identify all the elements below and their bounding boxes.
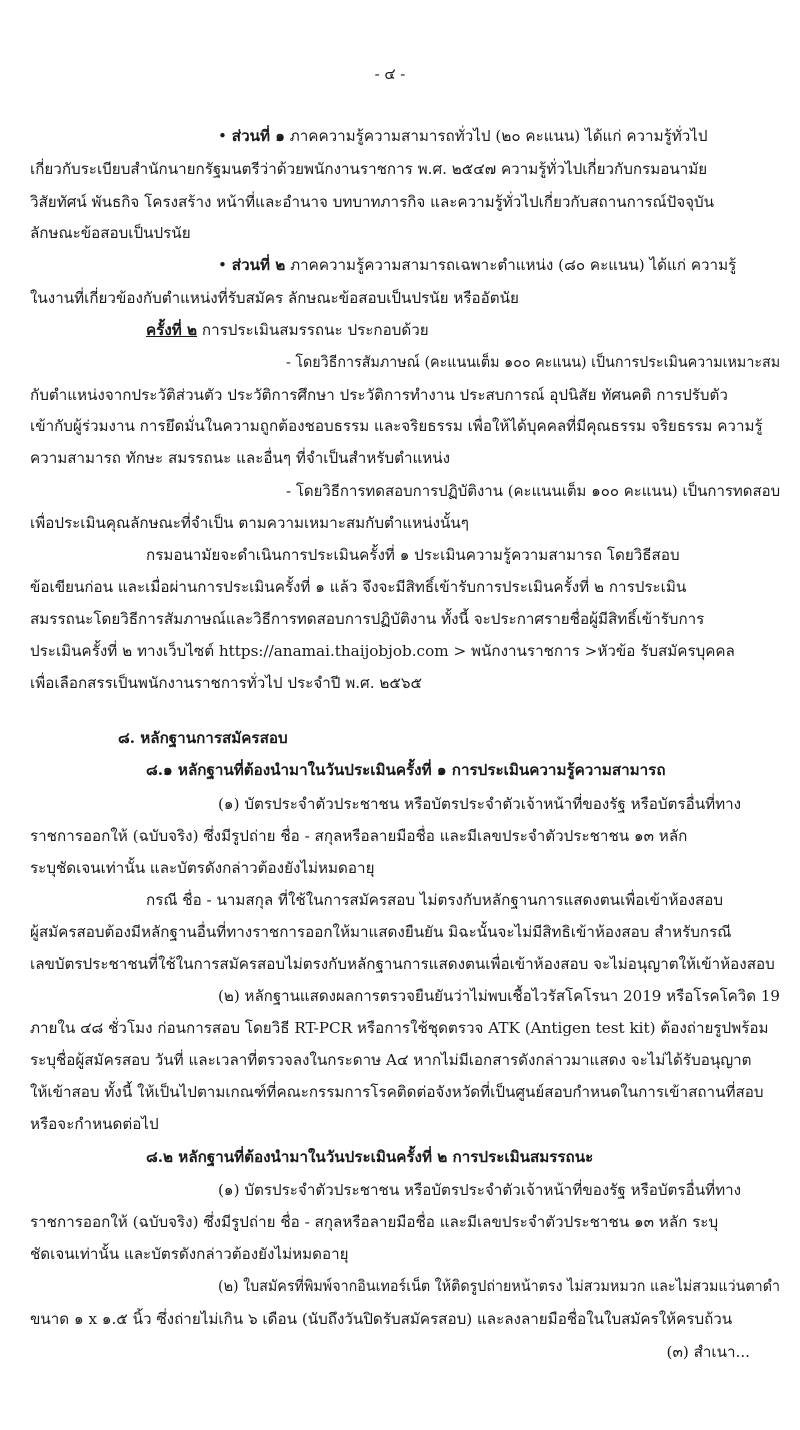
part2-line2: ในงานที่เกี่ยวข้องกับตำแหน่งที่รับสมัคร ลักษณะข้อสอบเป็นปรนัย หรืออัตนัย (30, 289, 519, 307)
round2-label: ครั้งที่ ๒ (146, 321, 198, 339)
s81-case-line3: เลขบัตรประชาชนที่ใช้ในการสมัครสอบไม่ตรงกับหลักฐานการแสดงตนเพื่อเข้าห้องสอบ จะไม่อนุญาตให้เข้าห้องสอบ (30, 955, 775, 973)
s82-item2-line1: (๒) ใบสมัครที่พิมพ์จากอินเทอร์เน็ต ให้ติดรูปถ่ายหน้าตรง ไม่สวมหมวก และไม่สวมแว่นตาดำ (218, 1277, 781, 1295)
interview-line1: - โดยวิธีการสัมภาษณ์ (คะแนนเต็ม ๑๐๐ คะแนน) เป็นการประเมินความเหมาะสม (286, 353, 781, 371)
part1-text: ภาคความรู้ความสามารถทั่วไป (๒๐ คะแนน) ได้แก่ ความรู้ทั่วไป (289, 127, 708, 145)
s81-item1-line1: (๑) บัตรประจำตัวประชาชน หรือบัตรประจำตัวเจ้าหน้าที่ของรัฐ หรือบัตรอื่นที่ทาง (218, 795, 742, 813)
s82-item1-line3: ชัดเจนเท่านั้น และบัตรดังกล่าวต้องยังไม่หมดอายุ (30, 1245, 349, 1263)
part1-line3: วิสัยทัศน์ พันธกิจ โครงสร้าง หน้าที่และอำนาจ บทบาทภารกิจ และความรู้ทั่วไปเกี่ยวกับสถานการณ์ปัจจุบัน (30, 193, 715, 211)
page-number: - ๔ - (374, 65, 406, 83)
s81-case-line2: ผู้สมัครสอบต้องมีหลักฐานอื่นที่ทางราชการออกให้มาแสดงยืนยัน มิฉะนั้นจะไม่มีสิทธิเข้าห้องสอบ สำหรับกรณี (30, 923, 732, 941)
part2-first-line: • ส่วนที่ ๒ ภาคความรู้ความสามารถเฉพาะตำแหน่ง (๘๐ คะแนน) ได้แก่ ความรู้ (218, 256, 737, 274)
s81-item2-line1: (๒) หลักฐานแสดงผลการตรวจยืนยันว่าไม่พบเชื้อไวรัสโคโรนา 2019 หรือโรคโควิด 19 (218, 987, 781, 1005)
interview-line4: ความสามารถ ทักษะ สมรรถนะ และอื่นๆ ที่จำเป็นสำหรับตำแหน่ง (30, 449, 451, 467)
section8-heading: ๘. หลักฐานการสมัครสอบ (118, 729, 288, 747)
part1-first-line: • ส่วนที่ ๑ ภาคความรู้ความสามารถทั่วไป (๒๐ คะแนน) ได้แก่ ความรู้ทั่วไป (218, 127, 708, 145)
s81-item2-line4: ให้เข้าสอบ ทั้งนี้ ให้เป็นไปตามเกณฑ์ที่คณะกรรมการโรคติดต่อจังหวัดที่เป็นศูนย์สอบกำหนดในการเข้าสถานที่สอบ (30, 1083, 764, 1101)
s81-item1-line3: ระบุชัดเจนเท่านั้น และบัตรดังกล่าวต้องยังไม่หมดอายุ (30, 859, 375, 877)
s81-item2-line5: หรือจะกำหนดต่อไป (30, 1115, 159, 1133)
interview-line3: เข้ากับผู้ร่วมงาน การยึดมั่นในความถูกต้องชอบธรรม และจริยธรรม เพื่อให้ได้บุคคลที่มีคุณธรรม จริยธรรม ความรู้ (30, 417, 763, 435)
practical-line1: - โดยวิธีการทดสอบการปฏิบัติงาน (คะแนนเต็ม ๑๐๐ คะแนน) เป็นการทดสอบ (286, 482, 781, 500)
part1-line4: ลักษณะข้อสอบเป็นปรนัย (30, 224, 191, 242)
announce-line4: ประเมินครั้งที่ ๒ ทางเว็บไซต์ https://anamai.thaijobjob.com > พนักงานราชการ >หัวข้อ รับสมัครบุคคล (30, 642, 735, 660)
section82-heading: ๘.๒ หลักฐานที่ต้องนำมาในวันประเมินครั้งที่ ๒ การประเมินสมรรถนะ (146, 1148, 594, 1166)
part2-text: ภาคความรู้ความสามารถเฉพาะตำแหน่ง (๘๐ คะแนน) ได้แก่ ความรู้ (290, 256, 737, 274)
part1-line2: เกี่ยวกับระเบียบสำนักนายกรัฐมนตรีว่าด้วยพนักงานราชการ พ.ศ. ๒๕๔๗ ความรู้ทั่วไปเกี่ยวกับกรมอนามัย (30, 160, 708, 178)
s81-item1-line2: ราชการออกให้ (ฉบับจริง) ซึ่งมีรูปถ่าย ชื่อ - สกุลหรือลายมือชื่อ และมีเลขประจำตัวประชาชน ๑๓ หลัก (30, 827, 688, 845)
s81-case-line1: กรณี ชื่อ - นามสกุล ที่ใช้ในการสมัครสอบ ไม่ตรงกับหลักฐานการแสดงตนเพื่อเข้าห้องสอบ (146, 891, 724, 909)
announce-line2: ข้อเขียนก่อน และเมื่อผ่านการประเมินครั้งที่ ๑ แล้ว จึงจะมีสิทธิ์เข้ารับการประเมินครั้งที่ ๒ การประเมิน (30, 578, 687, 596)
s82-item1-line1: (๑) บัตรประจำตัวประชาชน หรือบัตรประจำตัวเจ้าหน้าที่ของรัฐ หรือบัตรอื่นที่ทาง (218, 1181, 742, 1199)
announce-line5: เพื่อเลือกสรรเป็นพนักงานราชการทั่วไป ประจำปี พ.ศ. ๒๕๖๕ (30, 674, 422, 692)
interview-line2: กับตำแหน่งจากประวัติส่วนตัว ประวัติการศึกษา ประวัติการทำงาน ประสบการณ์ อุปนิสัย ทัศนคติ การปรับตัว (30, 386, 728, 404)
continuation-note: (๓) สำเนา... (666, 1343, 750, 1361)
announce-line3: สมรรถนะโดยวิธีการสัมภาษณ์และวิธีการทดสอบการปฏิบัติงาน ทั้งนี้ จะประกาศรายชื่อผู้มีสิทธิ์เข้ารับการ (30, 610, 705, 628)
part2-label: ส่วนที่ ๒ (231, 256, 286, 274)
s82-item1-line2: ราชการออกให้ (ฉบับจริง) ซึ่งมีรูปถ่าย ชื่อ - สกุลหรือลายมือชื่อ และมีเลขประจำตัวประชาชน ๑๓ หลัก ระบุ (30, 1213, 719, 1231)
s81-item2-line3: ระบุชื่อผู้สมัครสอบ วันที่ และเวลาที่ตรวจลงในกระดาษ A๔ หากไม่มีเอกสารดังกล่าวมาแสดง จะไม่ได้รับอนุญาต (30, 1051, 752, 1069)
announce-line1: กรมอนามัยจะดำเนินการประเมินครั้งที่ ๑ ประเมินความรู้ความสามารถ โดยวิธีสอบ (146, 546, 680, 564)
round2-heading-text: การประเมินสมรรถนะ ประกอบด้วย (201, 321, 429, 339)
s82-item2-line2: ขนาด ๑ x ๑.๕ นิ้ว ซึ่งถ่ายไม่เกิน ๖ เดือน (นับถึงวันปิดรับสมัครสอบ) และลงลายมือชื่อในใบสมัครให้ครบถ้วน (30, 1310, 733, 1328)
section81-heading: ๘.๑ หลักฐานที่ต้องนำมาในวันประเมินครั้งที่ ๑ การประเมินความรู้ความสามารถ (146, 761, 666, 779)
round2-heading (146, 318, 429, 344)
part1-label: ส่วนที่ ๑ (231, 127, 285, 145)
practical-line2: เพื่อประเมินคุณลักษณะที่จำเป็น ตามความเหมาะสมกับตำแหน่งนั้นๆ (30, 514, 469, 532)
s81-item2-line2: ภายใน ๔๘ ชั่วโมง ก่อนการสอบ โดยวิธี RT-PCR หรือการใช้ชุดตรวจ ATK (Antigen test kit) ต้องถ่ายรูปพร้อม (30, 1019, 769, 1037)
